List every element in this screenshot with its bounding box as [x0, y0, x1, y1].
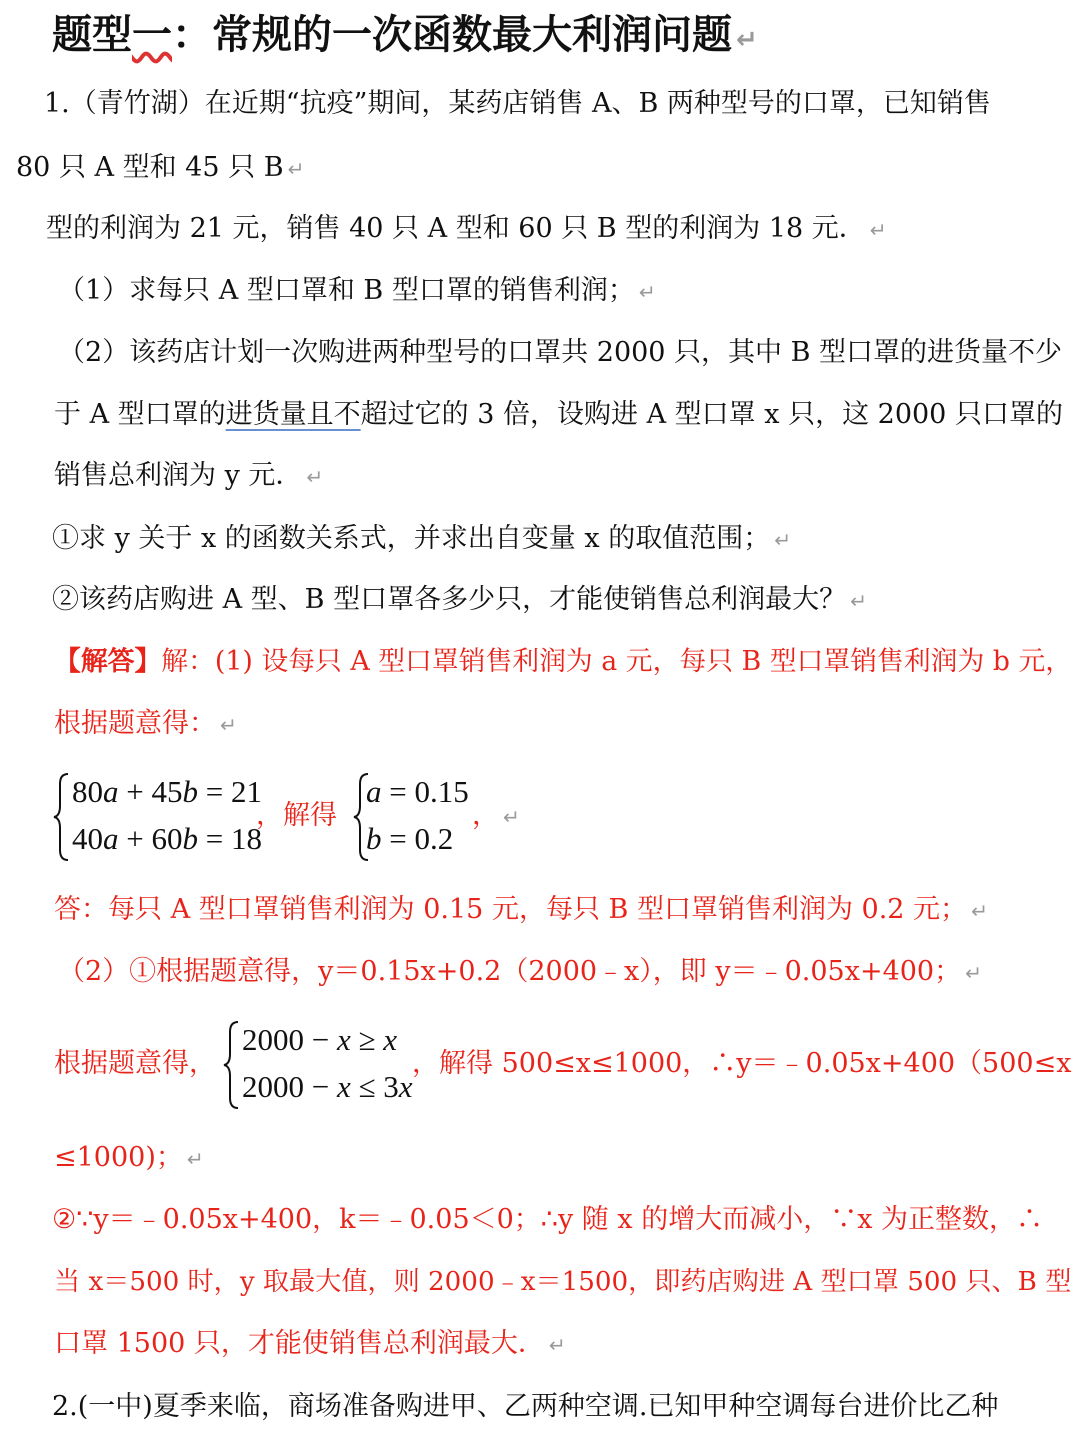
- q1-line-1: 1.（青竹湖）在近期“抗疫”期间，某药店销售 A、B 两种型号的口罩，已知销售: [44, 88, 991, 119]
- inequality-row-1: 2000 − x ≥ x: [242, 1022, 398, 1057]
- q1-sub-1: ①求 y 关于 x 的函数关系式，并求出自变量 x 的取值范围； ↵: [52, 523, 792, 554]
- q1-part-1: （1）求每只 A 型口罩和 B 型口罩的销售利润； ↵: [58, 275, 656, 306]
- answer-heading: 【解答】解：(1) 设每只 A 型口罩销售利润为 a 元，每只 B 型口罩销售利润为 b 元，: [54, 646, 1073, 677]
- paragraph-mark-icon: ↵: [638, 280, 656, 304]
- solution-tail: ， ↵: [472, 800, 520, 831]
- answer-part-2-basis: 根据题意得，: [54, 1048, 216, 1079]
- paragraph-mark-icon: ↵: [850, 589, 868, 613]
- answer-part-3-line-1: ②∵y＝﹣0.05x+400，k＝﹣0.05＜0；∴y 随 x 的增大而减小，∵x 为正整数，∴: [52, 1204, 1044, 1235]
- paragraph-mark-icon: ↵: [220, 713, 237, 737]
- q1-sub-2: ②该药店购进 A 型、B 型口罩各多少只，才能使销售总利润最大？ ↵: [52, 584, 868, 615]
- title-spellcheck-word: 一: [132, 12, 172, 58]
- paragraph-mark-icon: ↵: [971, 899, 989, 923]
- paragraph-mark-icon: ↵: [774, 528, 792, 552]
- equation-row-2: 40a + 60b = 18: [72, 821, 262, 856]
- q1-part-2-line-2: 于 A 型口罩的进货量且不超过它的 3 倍，设购进 A 型口罩 x 只，这 2000 只口罩的: [54, 399, 1063, 430]
- q1-part-2-line-1: （2）该药店计划一次购进两种型号的口罩共 2000 只，其中 B 型口罩的进货量不少: [58, 337, 1063, 368]
- answer-part-2-cont: ≤1000)； ↵: [54, 1142, 204, 1173]
- answer-basis-line: 根据题意得： ↵: [54, 708, 237, 739]
- left-brace: [52, 772, 70, 862]
- paragraph-mark-icon: ↵: [287, 157, 305, 181]
- equation-row-1: 80a + 45b = 21: [72, 774, 262, 809]
- answer-label: 【解答】: [54, 646, 162, 677]
- solution-row-1: a = 0.15: [366, 774, 469, 809]
- title-prefix: 题型: [52, 12, 132, 58]
- paragraph-mark-icon: ↵: [306, 465, 324, 489]
- inequality-row-2: 2000 − x ≤ 3x: [242, 1069, 413, 1104]
- solution-row-2: b = 0.2: [366, 821, 454, 856]
- paragraph-mark-icon: ↵: [736, 25, 758, 55]
- left-brace: [222, 1020, 240, 1110]
- equation-system: [52, 770, 282, 866]
- q1-line-2: 80 只 A 型和 45 只 B ↵: [16, 152, 305, 183]
- answer-part-3-line-3: 口罩 1500 只，才能使销售总利润最大． ↵: [54, 1328, 566, 1359]
- inequality-system: [222, 1018, 422, 1114]
- solution-system: [352, 770, 482, 866]
- paragraph-mark-icon: ↵: [965, 961, 983, 985]
- answer-part-2-line-1: （2）①根据题意得，y＝0.15x+0.2（2000﹣x），即 y＝﹣0.05x+400； ↵: [58, 956, 983, 987]
- q1-part-2-line-3: 销售总利润为 y 元． ↵: [54, 460, 324, 491]
- paragraph-mark-icon: ↵: [503, 805, 520, 829]
- paragraph-mark-icon: ↵: [186, 1147, 204, 1171]
- paragraph-mark-icon: ↵: [548, 1333, 566, 1357]
- page-title: [52, 8, 758, 67]
- title-rest: ：常规的一次函数最大利润问题: [172, 12, 732, 58]
- answer-part-1: 答：每只 A 型口罩销售利润为 0.15 元，每只 B 型口罩销售利润为 0.2 元； ↵: [54, 894, 989, 925]
- solve-separator: ，解得: [256, 800, 337, 831]
- paragraph-mark-icon: ↵: [869, 218, 887, 242]
- answer-part-3-line-2: 当 x＝500 时，y 取最大值，则 2000﹣x＝1500，即药店购进 A 型口罩 500 只、B 型: [54, 1267, 1072, 1297]
- grammar-underline: 进货量且不: [225, 399, 361, 430]
- answer-part-2-result: ，解得 500≤x≤1000，∴y＝﹣0.05x+400（500≤x: [412, 1048, 1072, 1079]
- q1-line-3: 型的利润为 21 元，销售 40 只 A 型和 60 只 B 型的利润为 18 元． ↵: [46, 213, 887, 244]
- q2-line-1: 2.(一中)夏季来临，商场准备购进甲、乙两种空调.已知甲种空调每台进价比乙种: [52, 1391, 999, 1422]
